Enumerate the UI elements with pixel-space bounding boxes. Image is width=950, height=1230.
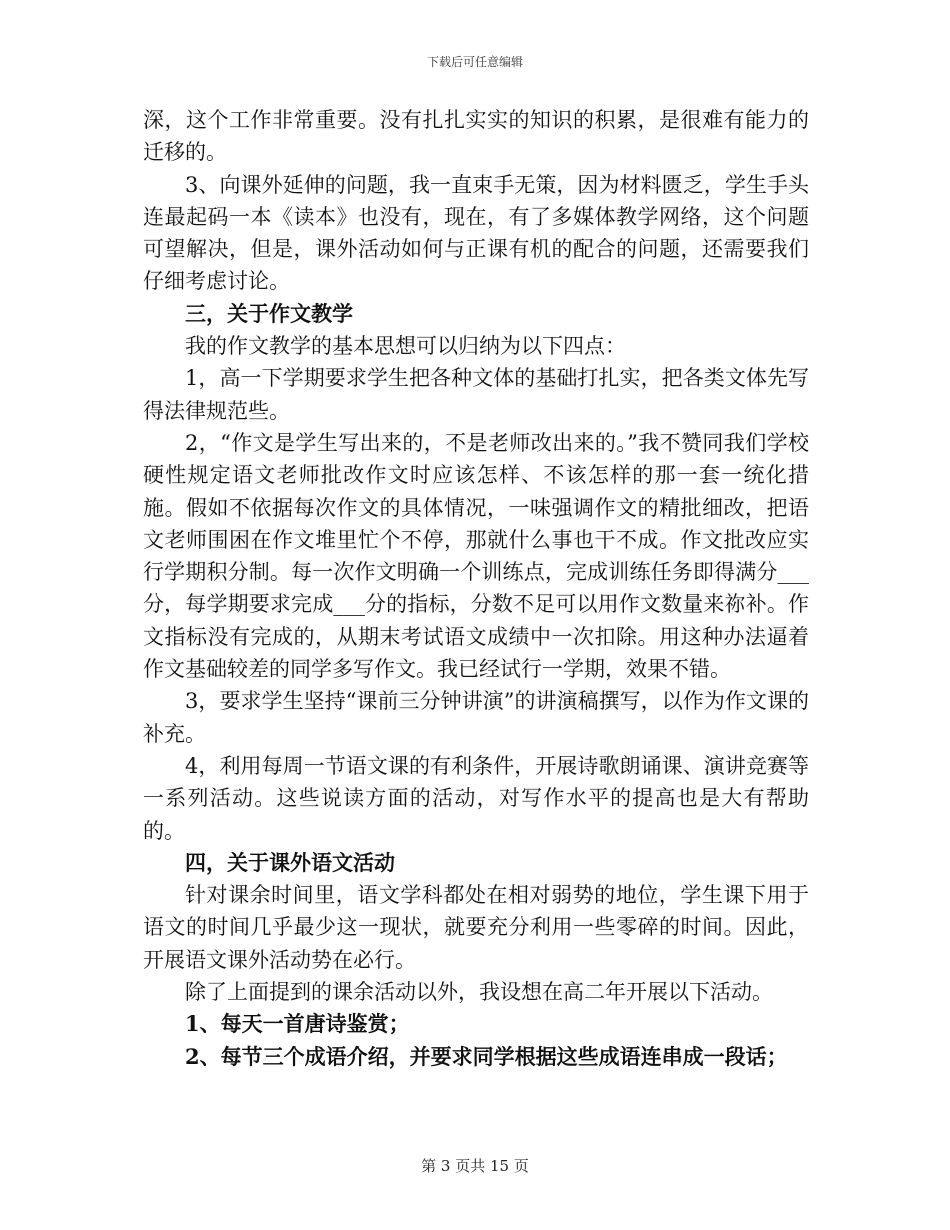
paragraph: 深，这个工作非常重要。没有扎扎实实的知识的积累，是很难有能力的迁移的。: [143, 108, 809, 165]
section-heading: 四，关于课外语文活动: [185, 849, 395, 875]
paragraph: 除了上面提到的课余活动以外，我设想在高二年开展以下活动。: [185, 980, 773, 1005]
document-body: [143, 104, 809, 1073]
paragraph: 3、向课外延伸的问题，我一直束手无策，因为材料匮乏，学生手头连最起码一本《读本》也没有，现在，有了多媒体教学网络，这个问题可望解决，但是，课外活动如何与正课有机的配合的问题，还需要我们仔细考虑讨论。: [143, 172, 809, 294]
paragraph: 针对课余时间里，语文学科都处在相对弱势的地位，学生课下用于语文的时间几乎最少这一现状，就要充分利用一些零碎的时间。因此，开展语文课外活动势在必行。: [143, 883, 809, 972]
paragraph: 1，高一下学期要求学生把各种文体的基础打扎实，把各类文体先写得法律规范些。: [143, 366, 809, 423]
paragraph: 3，要求学生坚持“课前三分钟讲演”的讲演稿撰写，以作为作文课的补充。: [143, 689, 809, 746]
page-number: 第 3 页共 15 页: [421, 1157, 529, 1175]
paragraph: 我的作文教学的基本思想可以归纳为以下四点：: [185, 334, 626, 359]
list-item: 1、每天一首唐诗鉴赏；: [185, 1011, 410, 1037]
paragraph: 2，“作文是学生写出来的，不是老师改出来的。”我不赞同我们学校硬性规定语文老师批改作文时应该怎样、不该怎样的那一套一统化措施。假如不依据每次作文的具体情况，一味强调作文的精批细改，把语文老师围困在作文堆里忙个不停，那就什么事也干不成。作文批改应实行学期积分制。每一次作文明确一个训练点，完成训练任务即得满分___分，每学期要求完成___分的指标，分数不足可以用作文数量来祢补。作文指标没有完成的，从期末考试语文成绩中一次扣除。用这种办法逼着作文基础较差的同学多写作文。我已经试行一学期，效果不错。: [143, 430, 809, 682]
section-heading: 三，关于作文教学: [185, 300, 353, 326]
list-item: 2、每节三个成语介绍，并要求同学根据这些成语连串成一段话；: [185, 1043, 788, 1069]
page-header-note: 下载后可任意编辑: [426, 55, 523, 69]
paragraph: 4，利用每周一节语文课的有利条件，开展诗歌朗诵课、演讲竞赛等一系列活动。这些说读方面的活动，对写作水平的提高也是大有帮助的。: [143, 753, 809, 843]
